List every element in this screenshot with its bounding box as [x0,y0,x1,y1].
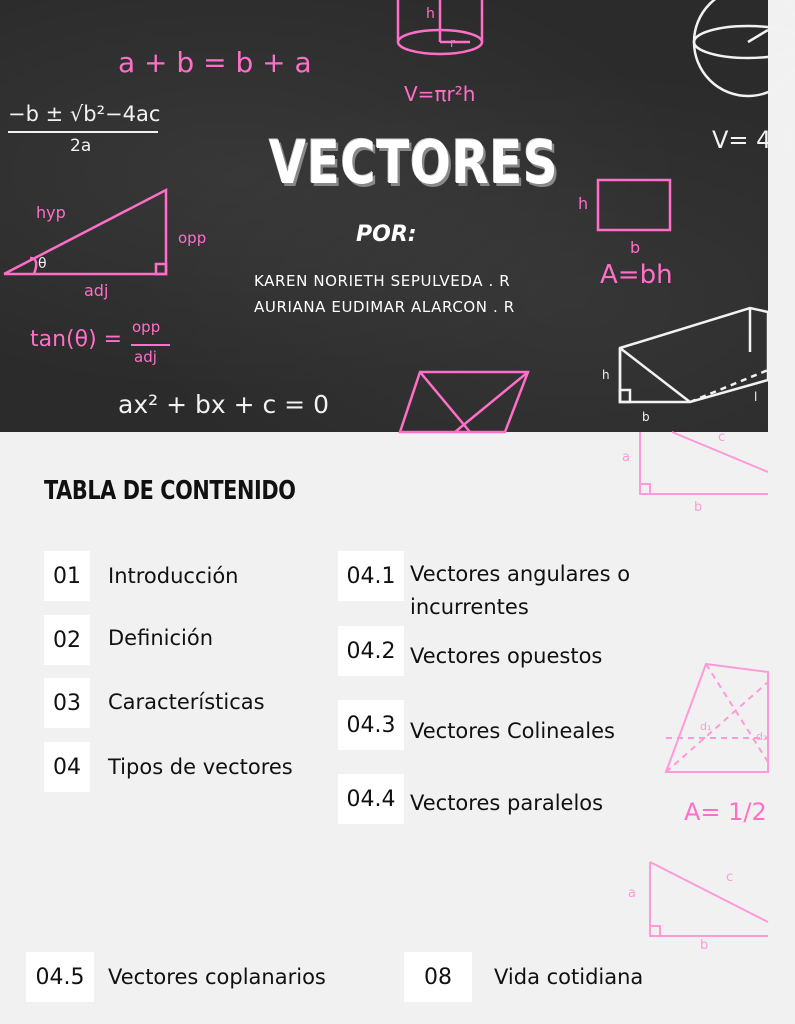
by-label: POR: [356,222,417,247]
toc-item-vectores-colineales[interactable]: Vectores Colineales [410,719,615,743]
rect-b-label: b [630,238,641,257]
trapezoid-area-formula: A= 1/2 [684,798,767,826]
sphere-volume-formula: V= 4/3 [712,126,795,154]
triangle-adj-label: adj [84,281,109,300]
quadratic-equation: ax² + bx + c = 0 [118,390,329,419]
cylinder-volume-formula: V=πr²h [404,82,476,106]
cylinder-h-label: h [426,6,435,22]
prism-b-label: b [642,410,650,424]
toc-number-01: 01 [44,551,90,601]
right-triangle-drawing [4,190,166,274]
bottom-tri-c-label: c [726,870,734,885]
toc-number-02: 02 [44,615,90,665]
triangle-opp-label: opp [178,229,207,247]
toc-item-vectores-opuestos[interactable]: Vectores opuestos [410,644,603,668]
page-title: VECTORES [269,128,559,198]
diag-label-1: d₁ [700,720,712,733]
toc-title: TABLA DE CONTENIDO [44,476,296,506]
toc-item-caracteristicas[interactable]: Características [108,690,265,714]
toc-item-tipos-de-vectores[interactable]: Tipos de vectores [108,755,293,779]
rectangle-drawing [598,180,670,230]
toc-item-vida-cotidiana[interactable]: Vida cotidiana [494,965,644,989]
rect-area-formula: A=bh [600,260,673,290]
top-tri-b-label: b [694,500,703,515]
parallelogram-drawing [400,372,528,432]
chalkboard-cover [0,0,795,432]
toc-item-vectores-angulares[interactable]: Vectores angulares o incurrentes [410,562,631,619]
prism-l-label: l [754,390,758,404]
bottom-tri-b-label: b [700,938,709,953]
toc-number-04-5: 04.5 [26,952,94,1002]
toc-number-04-4: 04.4 [338,774,404,824]
toc-item-vectores-paralelos[interactable]: Vectores paralelos [410,791,604,815]
toc-number-04-2: 04.2 [338,626,404,676]
chalk-drawings [0,0,768,432]
bottom-tri-a-label: a [628,886,636,901]
triangle-hyp-label: hyp [36,203,66,222]
cylinder-drawing [398,0,482,54]
tan-numerator: opp [132,318,161,336]
tan-denominator: adj [134,348,157,366]
commutative-formula: a + b = b + a [118,46,312,79]
toc-number-04-3: 04.3 [338,700,404,750]
quadratic-numerator: −b ± √b²−4ac [8,102,161,126]
toc-item-vectores-coplanarios[interactable]: Vectores coplanarios [108,965,326,989]
cylinder-r-label: r [450,36,455,50]
sphere-drawing [694,0,795,96]
tan-formula: tan(θ) = [30,327,123,352]
toc-number-08: 08 [404,952,472,1002]
top-tri-a-label: a [622,450,630,465]
toc-item-introduccion[interactable]: Introducción [108,564,239,588]
quadratic-denominator: 2a [70,136,92,156]
bottom-triangle-drawing [650,862,768,936]
triangle-theta-label: θ [38,256,47,272]
top-tri-c-label: c [718,430,726,445]
toc-number-04: 04 [44,742,90,792]
rect-h-label: h [578,194,589,213]
diag-label-2: d₂ [756,730,768,743]
toc-number-03: 03 [44,678,90,728]
toc-number-04-1: 04.1 [338,551,404,601]
toc-item-definicion[interactable]: Definición [108,626,213,650]
author-2: AURIANA EUDIMAR ALARCON . R [254,298,515,316]
trapezoid-drawing [666,664,768,772]
author-1: KAREN NORIETH SEPULVEDA . R [254,272,511,290]
prism-drawing [620,308,768,402]
prism-h-label: h [602,368,610,382]
